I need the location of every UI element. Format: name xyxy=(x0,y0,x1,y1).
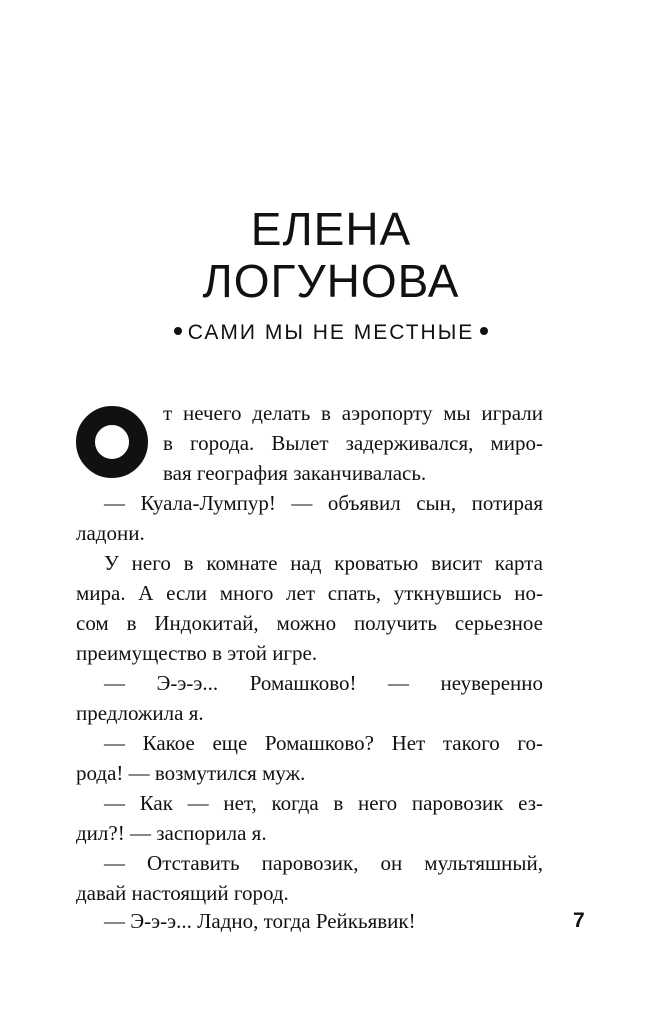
text-line-1: т нечего делать в аэропорту мы играли xyxy=(163,401,543,425)
page-number: 7 xyxy=(573,909,585,932)
text-line-17: давай настоящий город. xyxy=(76,881,289,905)
text-line-9: преимущество в этой игре. xyxy=(76,641,318,665)
text-line-15: дил?! — заспорила я. xyxy=(76,821,267,845)
story-title xyxy=(0,322,662,343)
dropcap-letter xyxy=(95,425,96,426)
text-line-5: ладони. xyxy=(76,521,145,545)
text-line-2: в города. Вылет задерживался, миро- xyxy=(163,431,543,455)
text-line-10: — Э-э-э... Ромашково! — неуверенно xyxy=(104,671,543,695)
bullet-left-icon xyxy=(174,327,182,335)
text-line-12: — Какое еще Ромашково? Нет такого го- xyxy=(104,731,543,755)
text-line-6: У него в комнате над кроватью висит карта xyxy=(104,551,543,575)
text-line-3: вая география заканчивалась. xyxy=(163,461,427,485)
dropcap-o xyxy=(76,406,148,478)
story-title-text: САМИ МЫ НЕ МЕСТНЫЕ xyxy=(187,321,475,344)
text-line-8: сом в Индокитай, можно получить серьезное xyxy=(76,611,543,635)
text-line-18: — Э-э-э... Ладно, тогда Рейкьявик! xyxy=(104,909,416,933)
author-last-name: ЛОГУНОВА xyxy=(202,255,460,307)
bullet-right-icon xyxy=(480,327,488,335)
text-line-4: — Куала-Лумпур! — объявил сын, потирая xyxy=(104,491,543,515)
text-line-11: предложила я. xyxy=(76,701,204,725)
author-first-name: ЕЛЕНА xyxy=(250,203,412,255)
text-line-14: — Как — нет, когда в него паровозик ез- xyxy=(104,791,543,815)
text-line-7: мира. А если много лет спать, уткнувшись но- xyxy=(76,581,543,605)
text-line-13: рода! — возмутился муж. xyxy=(76,761,306,785)
text-line-16: — Отставить паровозик, он мультяшный, xyxy=(104,851,543,875)
